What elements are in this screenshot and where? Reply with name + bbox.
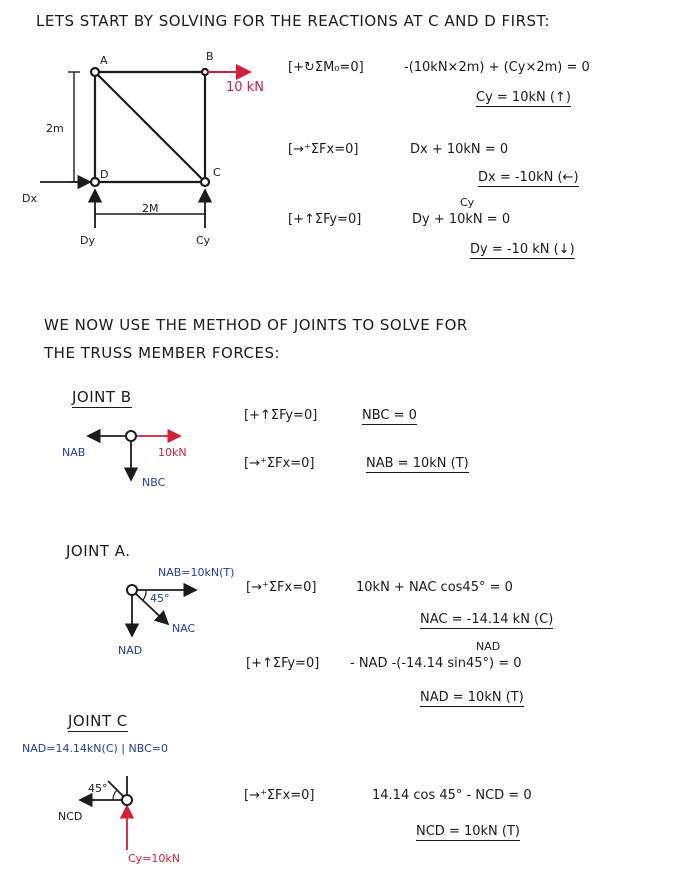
fy-label: [+↑ΣFy=0] [288,212,362,227]
joint-c-cy: Cy=10kN [128,852,181,865]
joint-a-fy-note: NAD [476,640,501,653]
joint-b-fy-result: NBC = 0 [362,408,417,423]
joint-c-fx-label: [→⁺ΣFx=0] [244,788,315,803]
height-dim-label: 2m [46,122,64,135]
joint-a [91,68,99,76]
joint-a-fx-label: [→⁺ΣFx=0] [246,580,317,595]
joint-c-fx-result: NCD = 10kN (T) [416,824,520,839]
cy-label: Cy [196,234,211,247]
width-dim-label: 2M [142,202,159,215]
joint-b-nab: NAB [62,446,86,459]
node-c-label: C [213,166,221,179]
fx-result: Dx = -10kN (←) [478,170,579,185]
joint-a-fx-result: NAC = -14.14 kN (C) [420,612,554,627]
fx-equation: Dx + 10kN = 0 [410,142,509,157]
fy-result: Dy = -10 kN (↓) [470,242,575,257]
member-ac [95,72,205,182]
joint-c [201,178,209,186]
joint-a-nad: NAD [118,644,143,657]
dx-label: Dx [22,192,37,205]
joint-c-given: NAD=14.14kN(C) | NBC=0 [22,742,168,755]
node-d-label: D [100,168,109,181]
joint-a-nac: NAC [172,622,196,635]
joint-b-fx-label: [→⁺ΣFx=0] [244,456,315,471]
joint-c-title: JOINT C [68,712,128,730]
fy-equation: Dy + 10kN = 0 [412,212,511,227]
moment-label: [+↻ΣM₀=0] [288,60,364,75]
node-a-label: A [100,54,108,67]
method-line-1: WE NOW USE THE METHOD OF JOINTS TO SOLVE FOR [44,316,468,334]
joint-a-fy-equation: - NAD -(-14.14 sin45°) = 0 [350,656,522,671]
joint-a-fx-equation: 10kN + NAC cos45° = 0 [356,580,513,595]
joint-a-nab: NAB=10kN(T) [158,566,235,579]
joint-a-fy-result: NAD = 10kN (T) [420,690,524,705]
truss-diagram [68,68,209,220]
joint-b-fy-label: [+↑ΣFy=0] [244,408,318,423]
dy-label: Dy [80,234,95,247]
joint-b-title: JOINT B [72,388,132,406]
joint-a-angle: 45° [150,592,170,605]
joint-a-title: JOINT A. [66,542,131,560]
joint-c-angle: 45° [88,782,108,795]
intro-heading: LETS START BY SOLVING FOR THE REACTIONS AT C AND D FIRST: [36,12,551,30]
node-b-label: B [206,50,214,63]
joint-c-ncd: NCD [58,810,83,823]
moment-result: Cy = 10kN (↑) [476,90,571,105]
fy-note: Cy [460,196,475,209]
moment-equation: -(10kN×2m) + (Cy×2m) = 0 [404,60,590,75]
load-label: 10 kN [226,80,264,95]
method-line-2: THE TRUSS MEMBER FORCES: [44,344,281,362]
joint-b-nbc: NBC [142,476,166,489]
joint-a-fy-label: [+↑ΣFy=0] [246,656,320,671]
fx-label: [→⁺ΣFx=0] [288,142,359,157]
joint-c-fx-equation: 14.14 cos 45° - NCD = 0 [372,788,532,803]
joint-b-fx-result: NAB = 10kN (T) [366,456,469,471]
joint-b-load: 10kN [158,446,187,459]
joint-d [91,178,99,186]
